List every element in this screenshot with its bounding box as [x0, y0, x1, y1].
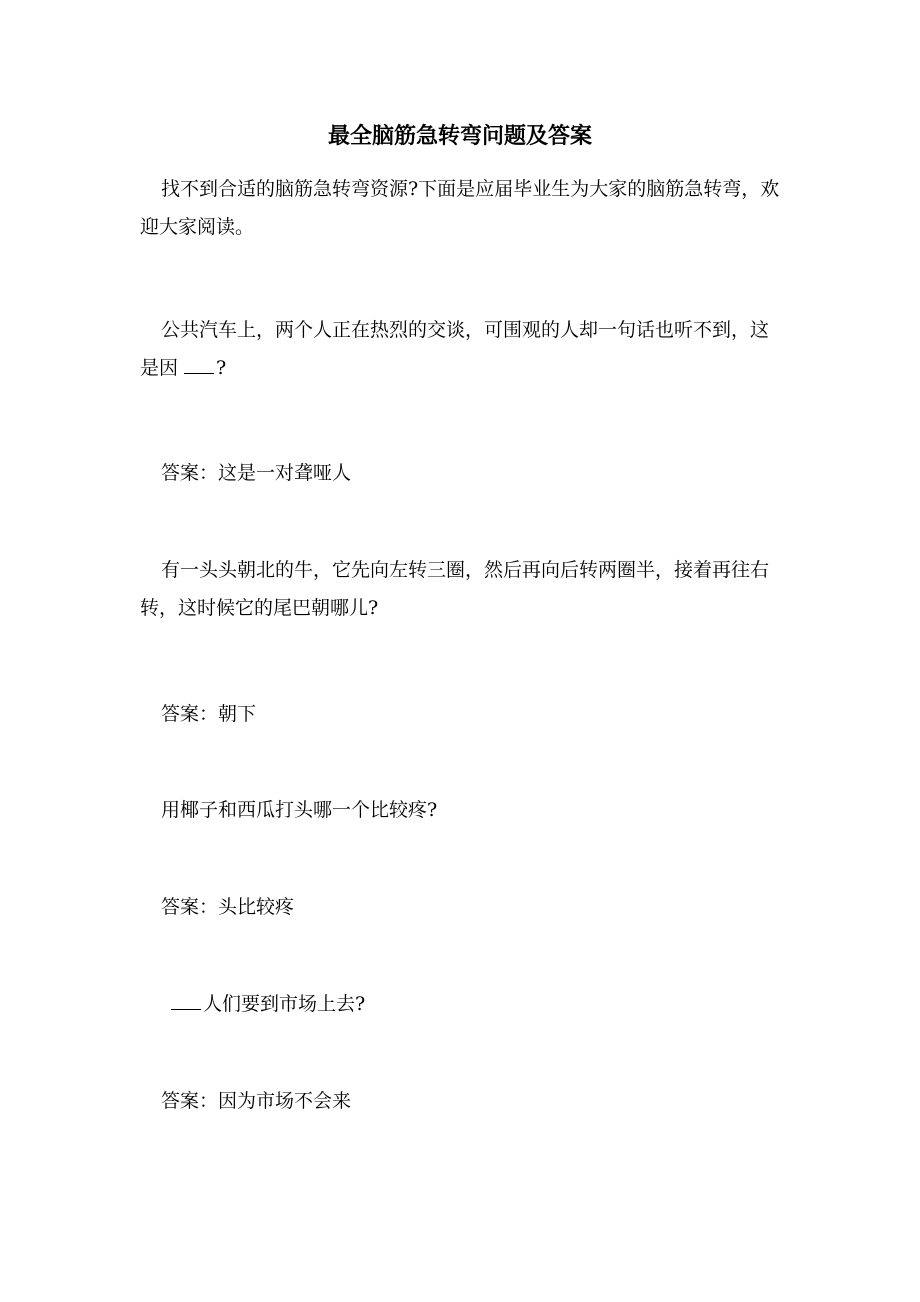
answer-blank	[171, 993, 201, 1010]
answer-3: 答案：头比较疼	[161, 896, 295, 918]
question-1-text: 公共汽车上，两个人正在热烈的交谈，可围观的人却一句话也听不到，这是因	[140, 319, 770, 379]
document-title: 最全脑筋急转弯问题及答案	[327, 123, 592, 149]
question-4-text: 人们要到市场上去?	[203, 993, 366, 1015]
answer-blank	[184, 357, 214, 374]
answer-2: 答案：朝下	[161, 703, 257, 725]
question-2: 有一头头朝北的牛，它先向左转三圈，然后再向后转两圈半，接着再往右转，这时候它的尾巴朝哪儿?	[140, 559, 770, 619]
question-1	[140, 311, 780, 387]
answer-1: 答案：这是一对聋哑人	[161, 462, 352, 484]
question-3: 用椰子和西瓜打头哪一个比较疼?	[161, 799, 438, 821]
answer-4: 答案：因为市场不会来	[161, 1090, 352, 1112]
question-4	[140, 985, 780, 1023]
intro-paragraph: 找不到合适的脑筋急转弯资源?下面是应届毕业生为大家的脑筋急转弯，欢迎大家阅读。	[140, 178, 780, 238]
question-1-mark: ?	[216, 357, 227, 379]
